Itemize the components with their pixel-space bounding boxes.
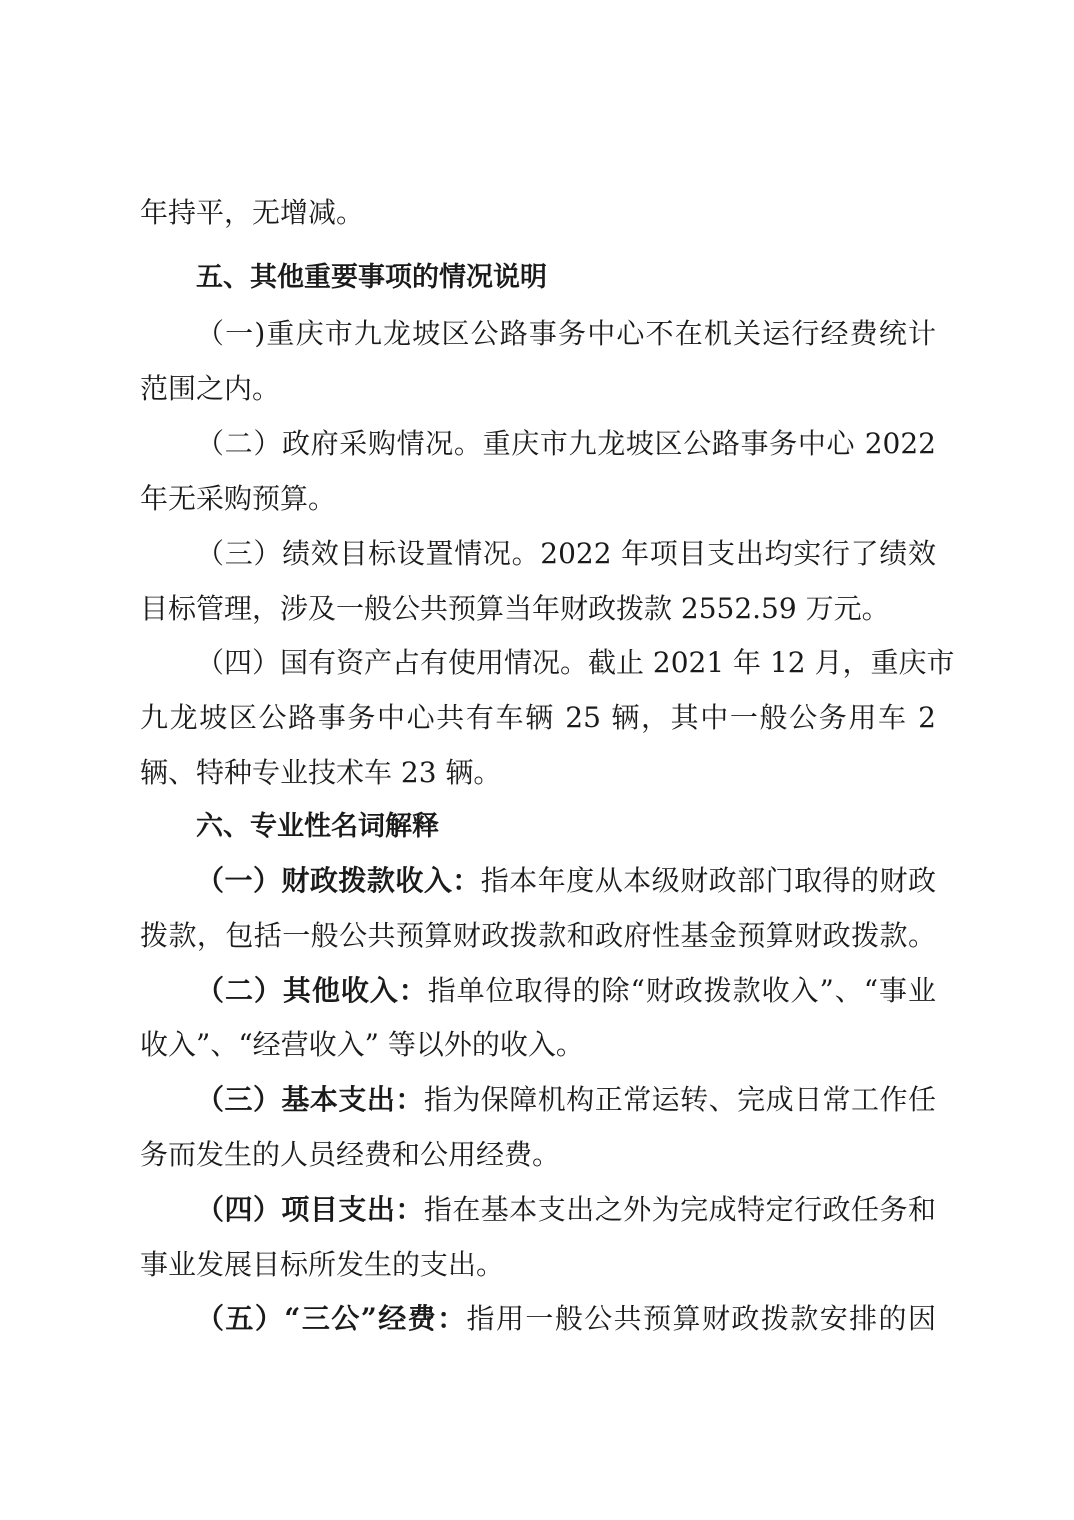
- definition-line: [196, 861, 936, 901]
- section-heading-5: 五、其他重要事项的情况说明: [196, 262, 547, 293]
- term-label: （四）项目支出：: [196, 1193, 424, 1226]
- paragraph-line: （三）绩效目标设置情况。2022 年项目支出均实行了绩效: [196, 537, 936, 570]
- paragraph-line: 九龙坡区公路事务中心共有车辆 25 辆，其中一般公务用车 2: [140, 701, 936, 734]
- paragraph-line: 务而发生的人员经费和公用经费。: [140, 1138, 561, 1171]
- term-label: （二）其他收入：: [196, 974, 428, 1007]
- term-label: （三）基本支出：: [196, 1083, 424, 1116]
- section-heading-6: 六、专业性名词解释: [196, 811, 439, 842]
- paragraph-line: 年无采购预算。: [140, 482, 337, 515]
- term-label: （一）财政拨款收入：: [196, 864, 481, 897]
- paragraph-line: 事业发展目标所发生的支出。: [140, 1248, 505, 1281]
- paragraph-line: 拨款，包括一般公共预算财政拨款和政府性基金预算财政拨款。: [140, 919, 936, 952]
- paragraph-line: 目标管理，涉及一般公共预算当年财政拨款 2552.59 万元。: [140, 592, 890, 625]
- definition-text: 指用一般公共预算财政拨款安排的因: [466, 1302, 936, 1335]
- term-label: （五）“三公”经费：: [196, 1302, 467, 1335]
- definition-line: [196, 1299, 936, 1339]
- paragraph-line: （二）政府采购情况。重庆市九龙坡区公路事务中心 2022: [196, 427, 936, 460]
- definition-text: 指为保障机构正常运转、完成日常工作任: [423, 1083, 936, 1116]
- paragraph-line: 年持平，无增减。: [140, 196, 365, 229]
- definition-line: [196, 1190, 936, 1230]
- definition-text: 指单位取得的除“财政拨款收入”、“事业: [427, 974, 936, 1007]
- definition-line: [196, 1080, 936, 1120]
- paragraph-line: 辆、特种专业技术车 23 辆。: [140, 756, 502, 789]
- definition-text: 指本年度从本级财政部门取得的财政: [480, 864, 936, 897]
- paragraph-line: （一)重庆市九龙坡区公路事务中心不在机关运行经费统计: [196, 317, 936, 350]
- paragraph-line: （四）国有资产占有使用情况。截止 2021 年 12 月，重庆市: [196, 646, 955, 679]
- paragraph-line: 范围之内。: [140, 372, 281, 405]
- definition-line: [196, 971, 936, 1011]
- definition-text: 指在基本支出之外为完成特定行政任务和: [423, 1193, 936, 1226]
- paragraph-line: 收入”、“经营收入” 等以外的收入。: [140, 1028, 584, 1061]
